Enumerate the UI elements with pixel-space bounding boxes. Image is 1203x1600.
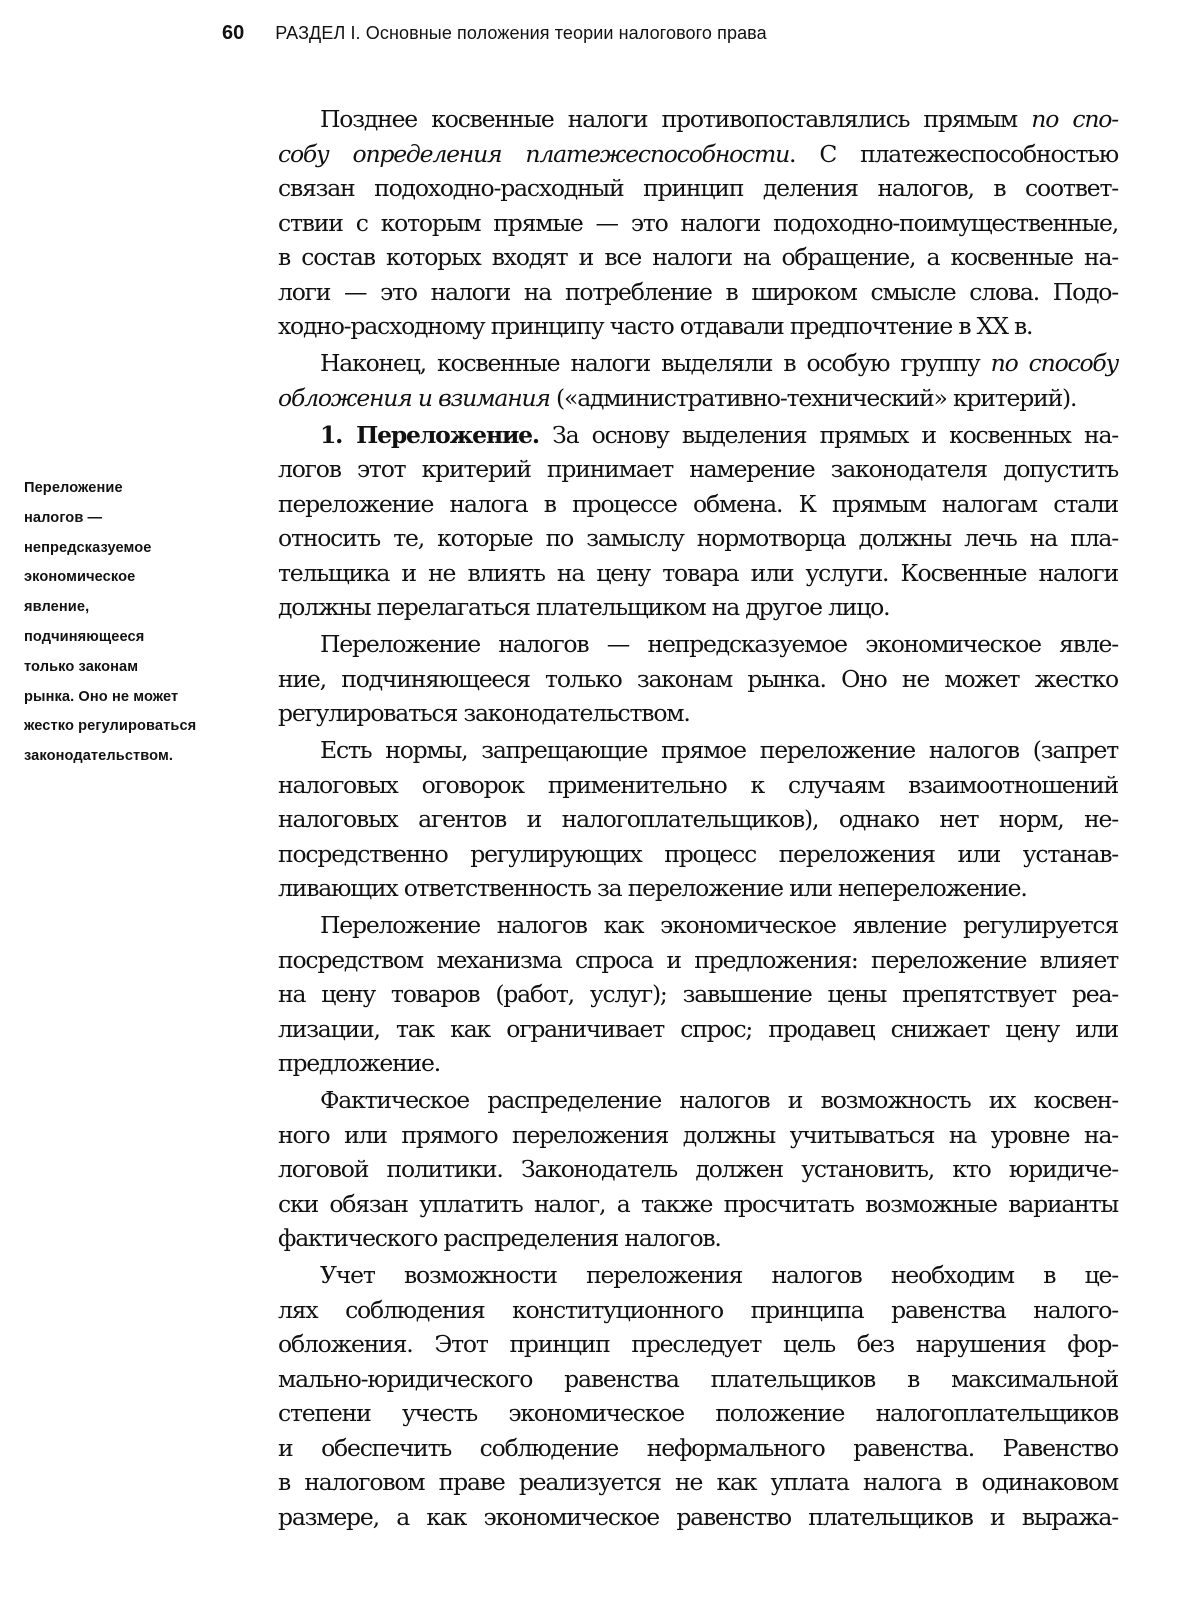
- text-line: обложения. Этот принцип преследует цель без нарушения фор-: [278, 1330, 1118, 1358]
- margin-note-line: законодательством.: [24, 748, 174, 765]
- text-line: в налоговом праве реализуется не как уплата налога в одинаковом: [278, 1468, 1118, 1496]
- text-line: Переложение налогов как экономическое явление регулируется: [320, 911, 1118, 939]
- bold-heading: 1. Переложение.: [320, 420, 539, 449]
- paragraph-direct-indirect-ability: [278, 102, 1118, 344]
- text-line: размере, а как экономическое равенство плательщиков и выража-: [278, 1502, 1118, 1531]
- margin-note-line: Переложение: [24, 480, 123, 496]
- text-line: лизации, так как ограничивает спрос; продавец снижает цену или: [278, 1014, 1118, 1043]
- text-line: в состав которых входят и все налоги на обращение, а косвенные на-: [278, 243, 1118, 271]
- text-line: собу определения платежеспособности. С платежеспособностью: [278, 139, 1119, 168]
- paragraph-supply-demand: [278, 908, 1118, 1081]
- text-line: 1. Переложение. За основу выделения прямых и косвенных на-: [320, 420, 1118, 449]
- page-number: 60: [222, 22, 245, 44]
- text-line: тельщика и не влиять на цену товара или услуги. Косвенные налоги: [278, 558, 1118, 587]
- text-line: Наконец, косвенные налоги выделяли в особую группу по способу: [320, 349, 1119, 377]
- text-line: предложение.: [278, 1049, 440, 1077]
- text-line: регулироваться законодательством.: [278, 699, 690, 727]
- text-line: фактического распределения налогов.: [278, 1224, 721, 1252]
- text-line: и обеспечить соблюдение неформального равенства. Равенство: [278, 1433, 1118, 1462]
- text-line: ски обязан уплатить налог, а также просчитать возможные варианты: [278, 1189, 1118, 1218]
- italic-phrase: собу определения платежеспособности: [278, 139, 790, 168]
- text-line: ходно-расходному принципу часто отдавали предпочтение в XX в.: [278, 312, 1033, 340]
- text-line: связан подоходно-расходный принцип деления налогов, в соответ-: [278, 174, 1118, 202]
- paragraph-equality: [278, 1258, 1118, 1534]
- italic-phrase: по способу: [990, 349, 1119, 377]
- italic-phrase: обложения и взимания: [278, 383, 550, 412]
- text-line: Есть нормы, запрещающие прямое переложение налогов (запрет: [320, 736, 1118, 764]
- text-line: налоговых агентов и налогоплательщиков), однако нет норм, не-: [278, 805, 1118, 833]
- text-line: мально-юридического равенства плательщиков в максимальной: [278, 1364, 1118, 1393]
- paragraph-norms: [278, 733, 1118, 906]
- text-line: Учет возможности переложения налогов необходим в це-: [320, 1261, 1118, 1289]
- text-line: относить те, которые по замыслу нормотворца должны лечь на пла-: [278, 524, 1118, 552]
- text-line: ного или прямого переложения должны учитываться на уровне на-: [278, 1120, 1118, 1149]
- text-line: ствии с которым прямые — это налоги подоходно-поимущественные,: [278, 208, 1118, 237]
- paragraph-collection-method: [278, 346, 1118, 415]
- text-line: на цену товаров (работ, услуг); завышение цены препятствует реа-: [278, 980, 1118, 1008]
- italic-phrase: по спо-: [1031, 105, 1118, 133]
- margin-note-line: непредсказуемое: [24, 539, 152, 556]
- text-line: посредственно регулирующих процесс переложения или устанав-: [278, 839, 1118, 868]
- text-line: логовой политики. Законодатель должен установить, кто юридиче-: [278, 1155, 1118, 1183]
- paragraph-actual-distribution: [278, 1083, 1118, 1256]
- margin-note-line: рынка. Оно не может: [24, 688, 179, 705]
- text-line: Переложение налогов — непредсказуемое экономическое явле-: [320, 630, 1118, 658]
- margin-note-line: подчиняющееся: [24, 628, 145, 645]
- text-line: должны перелагаться плательщиком на другое лицо.: [278, 593, 890, 621]
- text-line: посредством механизма спроса и предложения: переложение влияет: [278, 945, 1118, 974]
- text-line: логов этот критерий принимает намерение законодателя допустить: [278, 455, 1118, 483]
- text-line: обложения и взимания («административно-технический» критерий).: [278, 383, 1077, 412]
- text-line: степени учесть экономическое положение налогоплательщиков: [278, 1399, 1118, 1427]
- text-line: логи — это налоги на потребление в широком смысле слова. Подо-: [278, 277, 1118, 306]
- paragraph-shifting-criterion: [278, 418, 1118, 625]
- text-line: переложение налога в процессе обмена. К прямым налогам стали: [278, 489, 1118, 518]
- paragraph-unpredictable: [278, 627, 1118, 731]
- text-line: ние, подчиняющееся только законам рынка. Оно не может жестко: [278, 664, 1118, 693]
- body-text: [278, 102, 1118, 1537]
- margin-note-line: налогов —: [24, 509, 103, 526]
- margin-note-line: экономическое: [24, 569, 136, 586]
- text-line: Фактическое распределение налогов и возможность их косвен-: [320, 1086, 1118, 1114]
- text-line: налоговых оговорок применительно к случаям взаимоотношений: [278, 770, 1118, 799]
- margin-note-line: только законам: [24, 658, 139, 675]
- margin-note-line: жестко регулироваться: [24, 718, 197, 735]
- text-line: Позднее косвенные налоги противопоставлялись прямым по спо-: [320, 105, 1118, 133]
- margin-note: [24, 474, 274, 772]
- running-head: [222, 18, 767, 48]
- running-title: РАЗДЕЛ I. Основные положения теории налогового права: [275, 23, 767, 43]
- margin-note-line: явление,: [24, 599, 90, 616]
- text-line: ливающих ответственность за переложение или непереложение.: [278, 874, 1027, 902]
- text-line: лях соблюдения конституционного принципа равенства налого-: [278, 1295, 1118, 1324]
